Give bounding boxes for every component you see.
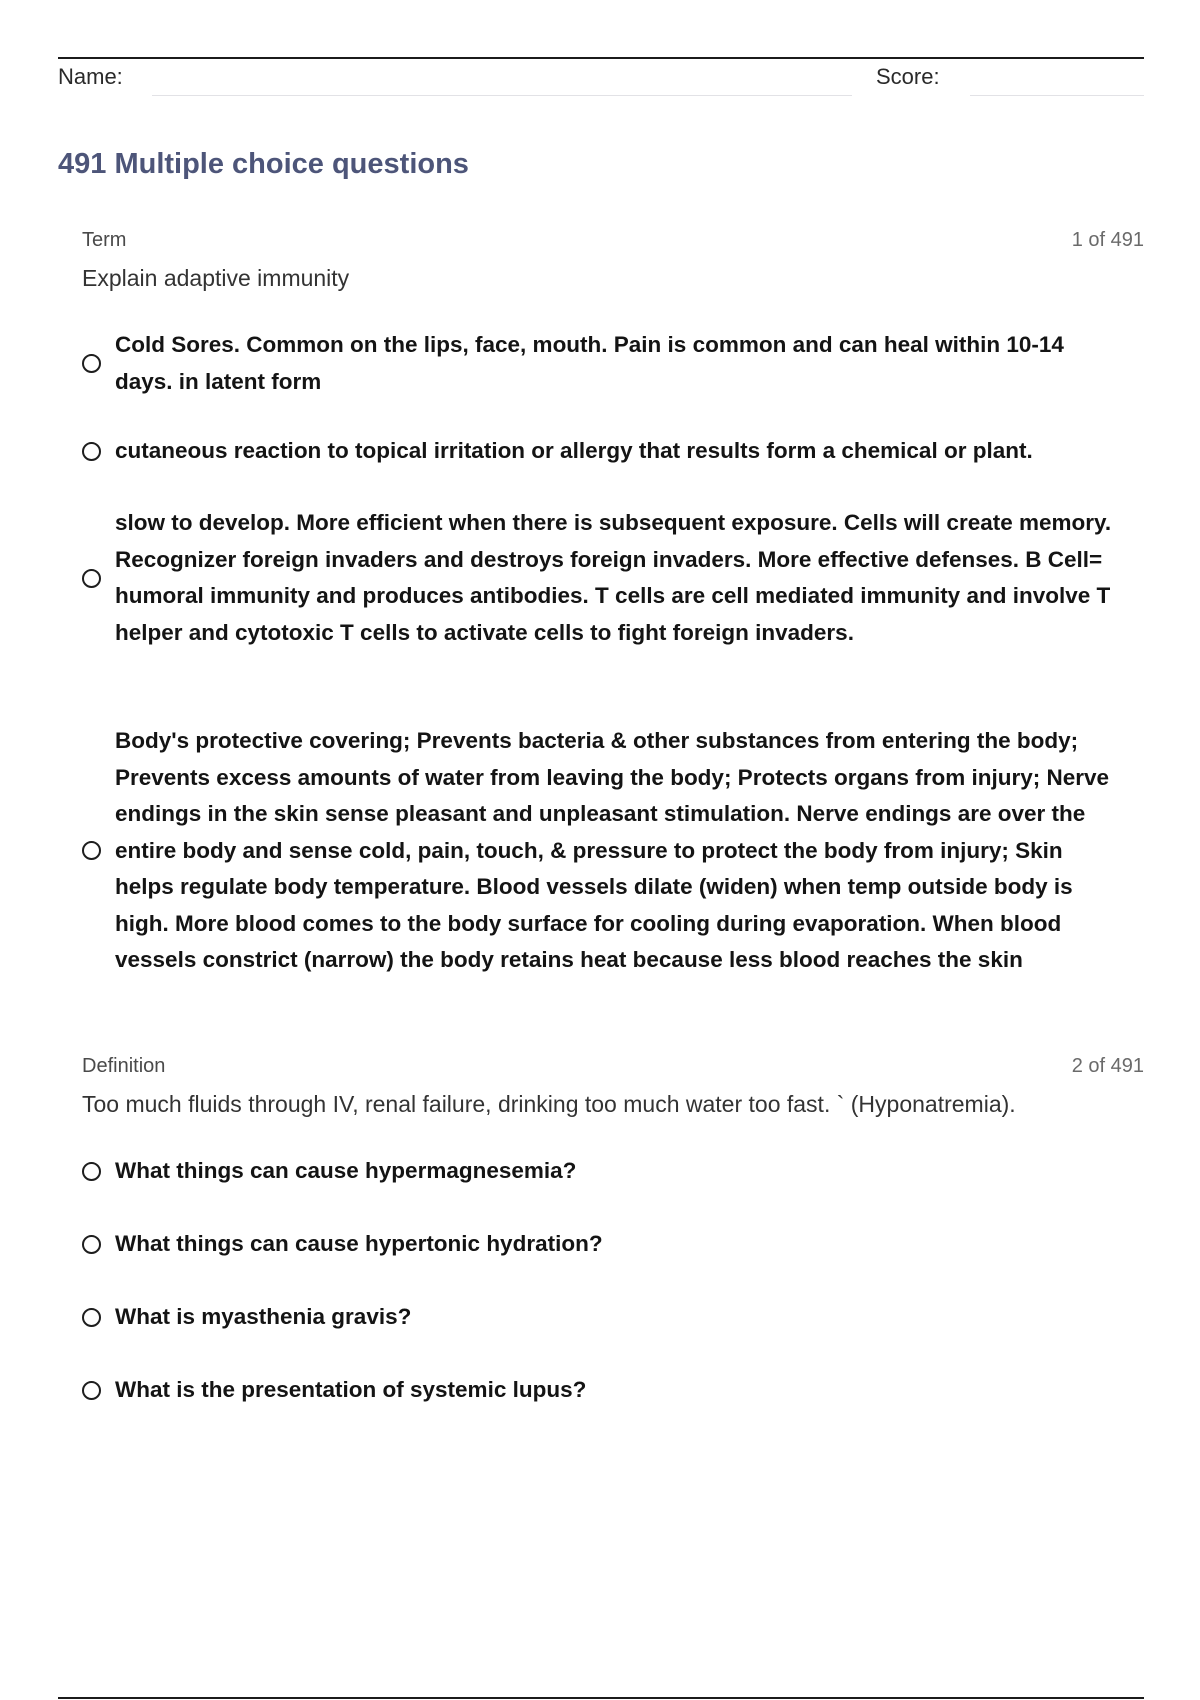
question-header [82,1055,1144,1081]
answer-option[interactable] [82,1226,1144,1263]
radio-button-icon[interactable] [82,354,101,373]
answer-option-text: Cold Sores. Common on the lips, face, mouth. Pain is common and can heal within 10-14 days. in latent form [115,332,1064,394]
radio-button-icon[interactable] [82,1381,101,1400]
answer-option-text: Body's protective covering; Prevents bacteria & other substances from entering the body; Prevents excess amounts of water from leaving the body; Protects organs from injury; Nerve endings in the skin sense pleasant and unpleasant stimulation. Nerve endings are over the entire body and sense cold, pain, touch, & pressure to protect the body from injury; Skin helps regulate body temperature. Blood vessels dilate (widen) when temp outside body is high. More blood comes to the body surface for cooling during evaporation. When blood vessels constrict (narrow) the body retains heat because less blood reaches the skin [115,728,1110,972]
radio-button-icon[interactable] [82,569,101,588]
question-counter: 1 of 491 [1071,229,1144,251]
radio-button-icon[interactable] [82,1162,101,1181]
answer-option-text: slow to develop. More efficient when there is subsequent exposure. Cells will create memory. Recognizer foreign invaders and destroys foreign invaders. More effective defenses. B Cell= humoral immunity and produces antibodies. T cells are cell mediated immunity and involve T helper and cytotoxic T cells to activate cells to fight foreign invaders. [115,510,1112,645]
answer-option-text: What things can cause hypermagnesemia? [115,1158,577,1183]
question-counter: 2 of 491 [1071,1055,1144,1077]
header-row [58,64,1144,98]
question-header [82,229,1144,255]
answer-option-text: cutaneous reaction to topical irritation or allergy that results form a chemical or plant. [115,438,1033,463]
answer-option[interactable] [82,723,1144,979]
radio-button-icon[interactable] [82,841,101,860]
top-divider [58,57,1144,59]
name-field[interactable] [152,95,852,96]
question-1 [82,229,1144,972]
score-label: Score: [876,64,940,89]
answer-option-text: What things can cause hypertonic hydration? [115,1231,603,1256]
worksheet-page [58,0,1144,1700]
question-prompt: Too much fluids through IV, renal failure, drinking too much water too fast. ` (Hyponatremia). [82,1091,1016,1117]
answer-option-text: What is the presentation of systemic lupus? [115,1377,587,1402]
page-title: 491 Multiple choice questions [58,148,469,180]
answer-option[interactable] [82,433,1144,470]
radio-button-icon[interactable] [82,1235,101,1254]
name-label: Name: [58,64,123,89]
question-kind: Definition [82,1055,166,1077]
question-kind: Term [82,229,127,251]
answer-option[interactable] [82,327,1144,400]
answer-option[interactable] [82,1299,1144,1336]
radio-button-icon[interactable] [82,1308,101,1327]
answer-option[interactable] [82,505,1144,651]
answer-option[interactable] [82,1153,1144,1190]
bottom-divider [58,1697,1144,1699]
radio-button-icon[interactable] [82,442,101,461]
answer-option-text: What is myasthenia gravis? [115,1304,412,1329]
question-prompt: Explain adaptive immunity [82,265,350,291]
score-field[interactable] [970,95,1144,96]
answer-option[interactable] [82,1372,1144,1409]
question-2 [82,1055,1144,1402]
